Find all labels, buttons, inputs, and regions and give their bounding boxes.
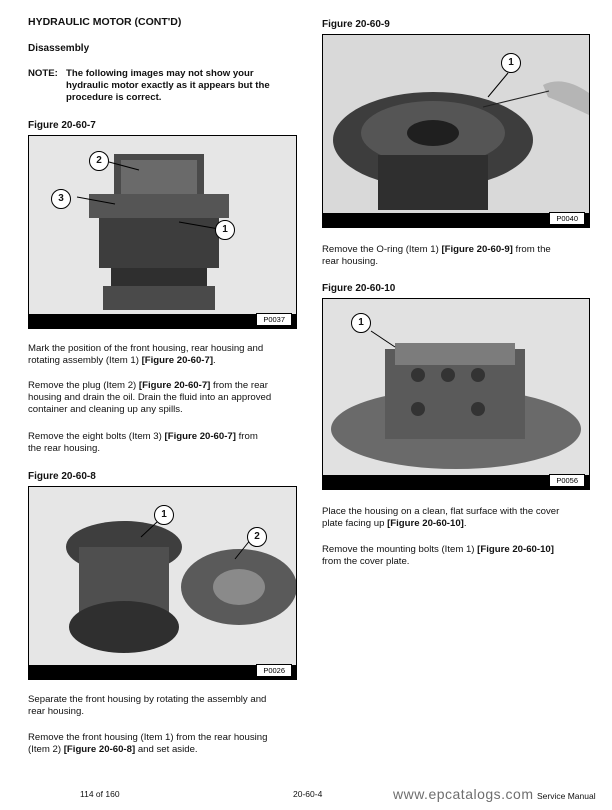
- subsection-title: Disassembly: [28, 43, 90, 54]
- text-run: Remove the eight bolts (Item 3): [28, 431, 165, 442]
- paragraph: [322, 244, 588, 268]
- text-line: container and cleaning up any spills.: [28, 404, 183, 415]
- paragraph: [28, 431, 294, 455]
- paragraph: [28, 380, 294, 416]
- callout-marker: 1: [154, 505, 174, 525]
- figure-ref: [Figure 20-60-8]: [63, 744, 136, 755]
- text-line: the rear housing.: [28, 443, 100, 454]
- note-line: The following images may not show your: [66, 68, 254, 79]
- callout-marker: 1: [351, 313, 371, 333]
- page-number: 20-60-4: [293, 789, 323, 799]
- callout-marker: 1: [215, 220, 235, 240]
- figure-image: [322, 298, 590, 490]
- figure-image: [28, 135, 297, 329]
- paragraph: [322, 506, 588, 530]
- text-line: Mark the position of the front housing, rear housing and: [28, 343, 264, 354]
- figure-caption: Figure 20-60-9: [322, 19, 390, 30]
- text-run: from the: [512, 244, 551, 255]
- text-run: from the rear: [210, 380, 268, 391]
- note-label: NOTE:: [28, 68, 58, 79]
- manual-title: Service Manual: [537, 791, 596, 801]
- text-line: [28, 380, 294, 392]
- callout-marker: 2: [89, 151, 109, 171]
- text-line: Remove the front housing (Item 1) from the rear housing: [28, 732, 268, 743]
- figure-ref: [Figure 20-60-7]: [164, 431, 236, 442]
- figure-code: P0026: [256, 664, 292, 677]
- paragraph: [28, 732, 294, 756]
- text-line: rear housing.: [28, 706, 84, 717]
- figure-code: P0037: [256, 313, 292, 326]
- text-line: [28, 744, 294, 756]
- text-line: [28, 431, 294, 443]
- figure-caption: Figure 20-60-10: [322, 283, 396, 294]
- text-line: [322, 244, 588, 256]
- callout-marker: 2: [247, 527, 267, 547]
- text-run: rotating assembly (Item 1): [28, 355, 142, 366]
- figure-caption: Figure 20-60-8: [28, 471, 96, 482]
- paragraph: [28, 343, 294, 367]
- text-line: [322, 518, 588, 530]
- figure-code: P0056: [549, 474, 585, 487]
- paragraph: [322, 544, 588, 568]
- text-run: Remove the plug (Item 2): [28, 380, 139, 391]
- text-line: Separate the front housing by rotating the assembly and: [28, 694, 267, 705]
- figure-ref: [Figure 20-60-7]: [138, 380, 211, 391]
- text-run: plate facing up: [322, 518, 388, 529]
- text-run: Remove the mounting bolts (Item 1): [322, 544, 478, 555]
- watermark: www.epcatalogs.com: [393, 786, 534, 802]
- figure-caption: Figure 20-60-7: [28, 120, 96, 131]
- text-line: from the cover plate.: [322, 556, 410, 567]
- paragraph: [28, 694, 294, 718]
- text-run: .: [213, 355, 216, 366]
- text-line: [322, 544, 588, 556]
- text-run: and set aside.: [135, 744, 198, 755]
- callout-marker: 3: [51, 189, 71, 209]
- section-title: HYDRAULIC MOTOR (CONT'D): [28, 16, 182, 28]
- hydraulic-motor-photo: [29, 136, 296, 328]
- text-run: (Item 2): [28, 744, 64, 755]
- page-count: 114 of 160: [80, 789, 120, 799]
- text-line: [28, 355, 294, 367]
- text-line: Place the housing on a clean, flat surface with the cover: [322, 506, 560, 517]
- note-line: procedure is correct.: [66, 92, 162, 103]
- callout-marker: 1: [501, 53, 521, 73]
- text-line: housing and drain the oil. Drain the fluid into an approved: [28, 392, 272, 403]
- figure-code: P0040: [549, 212, 585, 225]
- figure-ref: [Figure 20-60-7]: [141, 355, 214, 366]
- note-line: hydraulic motor exactly as it appears but the: [66, 80, 270, 91]
- text-run: Remove the O-ring (Item 1): [322, 244, 442, 255]
- figure-ref: [Figure 20-60-10]: [387, 518, 464, 529]
- figure-ref: [Figure 20-60-10]: [477, 544, 554, 555]
- text-run: from: [235, 431, 258, 442]
- text-line: rear housing.: [322, 256, 378, 267]
- text-run: .: [463, 518, 467, 529]
- figure-ref: [Figure 20-60-9]: [441, 244, 513, 255]
- o-ring-removal-photo: [323, 35, 589, 227]
- figure-image: [28, 486, 297, 680]
- figure-image: [322, 34, 590, 228]
- note-text: [66, 68, 294, 104]
